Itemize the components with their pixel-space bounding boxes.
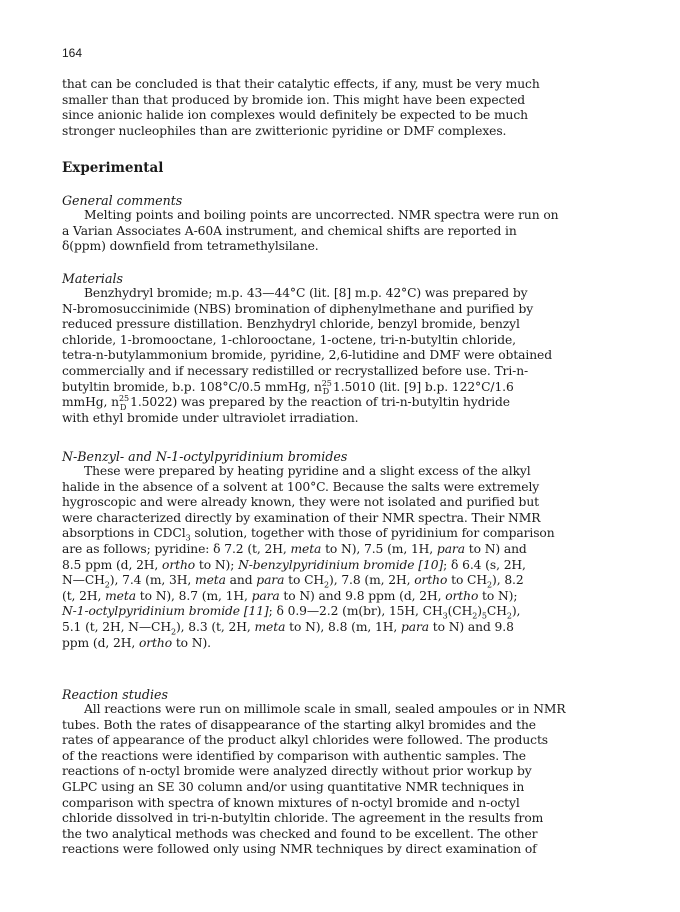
text-line: comparison with spectra of known mixtures of n-octyl bromide and n-octyl	[62, 795, 520, 810]
text-fragment: )	[477, 604, 482, 619]
text-line: Benzhydryl bromide; m.p. 43—44°C (lit. [8] m.p. 42°C) was prepared by	[84, 286, 528, 300]
text-fragment: ),	[511, 604, 521, 619]
text-line	[62, 589, 632, 605]
subscript: 2	[472, 611, 478, 621]
text-fragment: are as follows; pyridine: δ 7.2 (t, 2H,	[62, 541, 291, 556]
text-line	[62, 395, 632, 411]
text-line: of the reactions were identified by comparison with authentic samples. The	[62, 748, 526, 763]
text-fragment: and	[225, 573, 257, 588]
text-line: stronger nucleophiles than are zwitterionic pyridine or DMF complexes.	[62, 123, 507, 138]
text-line: These were prepared by heating pyridine and a slight excess of the alkyl	[84, 464, 531, 478]
subscript: 2	[170, 627, 176, 637]
text-line	[62, 542, 632, 558]
text-fragment: ortho	[414, 573, 448, 588]
text-line	[62, 636, 632, 652]
text-fragment: para	[400, 619, 429, 634]
superscript: 25	[118, 394, 129, 404]
text-fragment: ortho	[138, 635, 173, 650]
text-fragment: 1.5022) was prepared by the reaction of tri-n-butyltin hydride	[126, 395, 510, 410]
text-fragment: ), 8.2	[492, 573, 524, 588]
text-line	[62, 558, 632, 574]
text-fragment: solution, together with those of pyridinium for comparison	[190, 526, 555, 541]
text-fragment: 8.5 ppm (d, 2H,	[62, 557, 163, 572]
text-fragment: meta	[105, 588, 136, 603]
subscript: D	[119, 402, 127, 412]
text-line: since anionic halide ion complexes would definitely be expected to be much	[62, 108, 528, 123]
text-fragment: mmHg, n	[62, 395, 119, 410]
subscript: 2	[104, 580, 110, 590]
subsection-heading: Reaction studies	[62, 687, 168, 702]
text-fragment: ppm (d, 2H,	[62, 635, 139, 650]
text-line: reduced pressure distillation. Benzhydryl chloride, benzyl bromide, benzyl	[62, 317, 520, 332]
text-line: rates of appearance of the product alkyl chlorides were followed. The products	[62, 733, 548, 748]
text-line: smaller than that produced by bromide ion. This might have been expected	[62, 92, 526, 107]
text-line	[62, 604, 632, 620]
subscript: 3	[442, 611, 448, 621]
subscript: 3	[185, 533, 191, 543]
text-fragment: butyltin bromide, b.p. 108°C/0.5 mmHg, n	[62, 379, 322, 394]
text-fragment: 5.1 (t, 2H, N—CH	[62, 619, 171, 634]
text-line: hygroscopic and were already known, they were not isolated and purified but	[62, 495, 539, 510]
text-fragment: to N) and	[464, 541, 527, 556]
subscript: 2	[324, 580, 330, 590]
text-fragment: to N), 8.7 (m, 1H,	[135, 588, 252, 603]
subsection-heading: Materials	[62, 271, 123, 286]
materials-section	[62, 271, 632, 426]
text-line: chloride dissolved in tri-n-butyltin chloride. The agreement in the results from	[62, 811, 544, 826]
text-line: commercially and if necessary redistilled or recrystallized before use. Tri-n-	[62, 363, 529, 378]
pyridinium-section	[62, 449, 632, 651]
text-fragment: ortho	[445, 588, 479, 603]
text-fragment: absorptions in CDCl	[62, 526, 186, 541]
text-fragment: para	[436, 541, 465, 556]
text-line: δ(ppm) downfield from tetramethylsilane.	[62, 239, 319, 254]
text-line: reactions were followed only using NMR techniques by direct examination of	[62, 842, 537, 857]
text-line: GLPC using an SE 30 column and/or using quantitative NMR techniques in	[62, 779, 525, 794]
text-line: halide in the absence of a solvent at 100°C. Because the salts were extremely	[62, 479, 540, 494]
text-fragment: ), 7.8 (m, 2H,	[329, 573, 415, 588]
text-fragment: to N).	[172, 635, 211, 650]
text-fragment: to N), 7.5 (m, 1H,	[321, 541, 437, 556]
text-fragment: to CH	[284, 573, 325, 588]
text-fragment: to N);	[478, 588, 518, 603]
text-line: tetra-n-butylammonium bromide, pyridine, 2,6-lutidine and DMF were obtained	[62, 348, 552, 363]
text-fragment: ; δ 0.9—2.2 (m(br), 15H, CH	[268, 604, 443, 619]
text-line: chloride, 1-bromooctane, 1-chlorooctane, 1-octene, tri-n-butyltin chloride,	[62, 332, 516, 347]
superscript: 25	[321, 378, 332, 388]
text-line	[62, 526, 632, 542]
text-fragment: para	[251, 588, 280, 603]
text-fragment: 1.5010 (lit. [9] b.p. 122°C/1.6	[329, 379, 514, 394]
page-number: 164	[62, 46, 83, 60]
text-line: the two analytical methods was checked and found to be excellent. The other	[62, 826, 538, 841]
general-comments	[62, 193, 632, 255]
subscript: 2	[487, 580, 492, 590]
text-fragment: N—CH	[62, 573, 105, 588]
text-line	[62, 620, 632, 636]
text-line: that can be concluded is that their catalytic effects, if any, must be very much	[62, 77, 540, 91]
text-fragment: meta	[195, 573, 226, 588]
subscript: D	[322, 387, 330, 397]
text-fragment: meta	[290, 541, 322, 556]
text-fragment: (CH	[447, 604, 473, 619]
subscript: 5	[481, 611, 487, 621]
subsection-heading: General comments	[62, 193, 183, 208]
text-fragment: to N) and 9.8	[428, 619, 514, 634]
text-line: reactions of n-octyl bromide were analyzed directly without prior workup by	[62, 764, 532, 779]
text-line	[62, 380, 632, 396]
text-line	[62, 573, 632, 589]
text-fragment: CH	[486, 604, 507, 619]
text-fragment: to CH	[447, 573, 487, 588]
text-fragment: (t, 2H,	[62, 588, 106, 603]
text-fragment: N-benzylpyridinium bromide [10]	[238, 557, 444, 572]
subscript: 2	[506, 611, 512, 621]
text-fragment: to N) and 9.8 ppm (d, 2H,	[279, 588, 446, 603]
text-line: a Varian Associates A-60A instrument, and chemical shifts are reported in	[62, 223, 517, 238]
text-line: with ethyl bromide under ultraviolet irradiation.	[62, 410, 359, 425]
text-fragment: para	[256, 573, 285, 588]
text-fragment: N-1-octylpyridinium bromide [11]	[62, 604, 269, 619]
text-line: were characterized directly by examination of their NMR spectra. Their NMR	[62, 510, 541, 525]
text-line: N-bromosuccinimide (NBS) bromination of diphenylmethane and purified by	[62, 301, 534, 316]
text-line: Melting points and boiling points are uncorrected. NMR spectra were run on	[84, 208, 559, 222]
subsection-heading: N-Benzyl- and N-1-octylpyridinium bromides	[62, 449, 348, 464]
text-fragment: ), 8.3 (t, 2H,	[175, 619, 255, 634]
intro-paragraph	[62, 77, 632, 139]
text-fragment: ; δ 6.4 (s, 2H,	[443, 557, 526, 572]
reaction-studies	[62, 687, 632, 858]
text-line: All reactions were run on millimole scale in small, sealed ampoules or in NMR	[84, 702, 566, 716]
text-fragment: to N);	[195, 557, 239, 572]
text-fragment: ), 7.4 (m, 3H,	[109, 573, 196, 588]
text-line: tubes. Both the rates of disappearance of the starting alkyl bromides and the	[62, 717, 536, 732]
text-fragment: meta	[254, 619, 286, 634]
section-title: Experimental	[62, 160, 164, 176]
text-fragment: ortho	[162, 557, 196, 572]
text-fragment: to N), 8.8 (m, 1H,	[285, 619, 401, 634]
